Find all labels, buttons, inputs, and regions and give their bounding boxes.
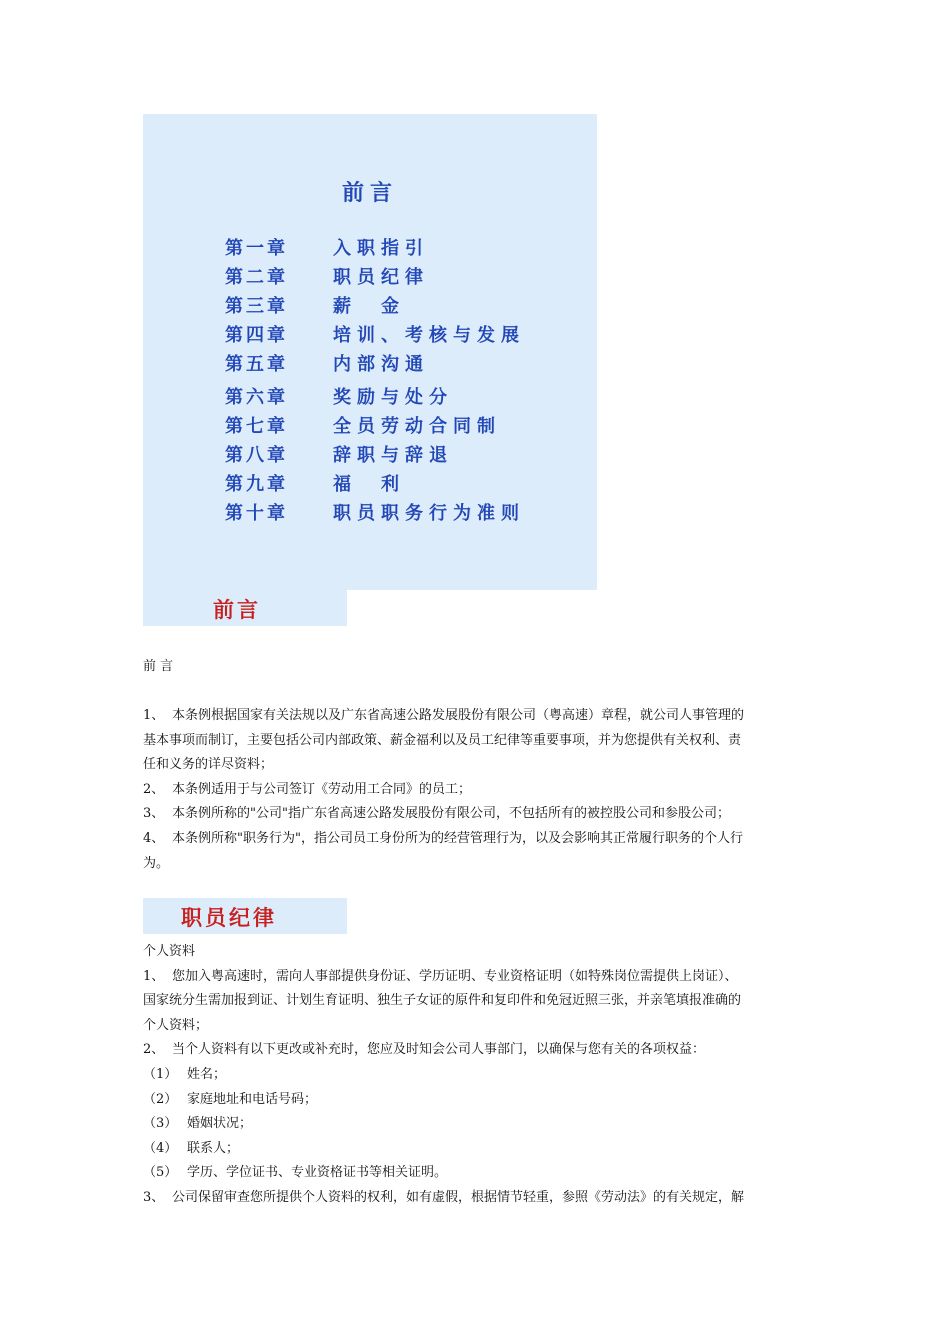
sub-item-text: 联系人；	[187, 1140, 240, 1156]
sub-item-text: 学历、学位证书、专业资格证书等相关证明。	[187, 1165, 448, 1181]
item-number: 1、	[143, 968, 165, 984]
toc-chapter: 第六章	[225, 386, 288, 408]
item-number: 3、	[143, 806, 165, 822]
toc-chapter: 第十章	[225, 502, 288, 524]
list-item	[143, 778, 808, 803]
toc-chapter-name: 奖励与处分	[333, 386, 453, 408]
sub-item-number: （4）	[143, 1140, 178, 1156]
toc-item	[225, 348, 525, 377]
discipline-banner-label: 职员纪律	[181, 906, 277, 930]
toc-chapter: 第二章	[225, 266, 288, 288]
toc-chapter: 第八章	[225, 444, 288, 466]
toc-chapter: 第五章	[225, 353, 288, 375]
sub-item-text: 家庭地址和电话号码；	[187, 1091, 318, 1107]
toc-item	[225, 261, 525, 290]
toc-chapter-name: 入职指引	[333, 237, 429, 259]
toc-chapter-name: 薪 金	[333, 295, 405, 317]
sub-item	[143, 1063, 808, 1088]
list-item-continued: 为。	[143, 855, 170, 871]
toc-chapter: 第一章	[225, 237, 288, 259]
toc-title: 前言	[341, 181, 398, 206]
preface-list	[143, 704, 808, 876]
preface-banner-label: 前言	[213, 598, 261, 622]
sub-item-number: （2）	[143, 1091, 178, 1107]
toc-chapter-name: 职员职务行为准则	[333, 502, 525, 524]
item-number: 3、	[143, 1189, 165, 1205]
item-number: 4、	[143, 830, 165, 846]
item-text: 公司保留审查您所提供个人资料的权利，如有虚假，根据情节轻重，参照《劳动法》的有关规定，解	[172, 1189, 745, 1205]
toc-item	[225, 232, 525, 261]
list-item	[143, 1038, 808, 1063]
table-of-contents-image	[143, 114, 597, 590]
item-number: 2、	[143, 1042, 165, 1058]
toc-item	[225, 497, 525, 526]
toc-chapter-name: 全员劳动合同制	[333, 415, 501, 437]
sub-item-number: （1）	[143, 1066, 178, 1082]
toc-chapter-name: 辞职与辞退	[333, 444, 453, 466]
sub-item	[143, 1137, 808, 1162]
list-item	[143, 965, 808, 990]
toc-item	[225, 381, 525, 410]
toc-item	[225, 410, 525, 439]
sub-item-text: 姓名；	[187, 1066, 227, 1082]
list-item-continued: 个人资料；	[143, 1017, 209, 1033]
list-item	[143, 704, 808, 729]
toc-chapter-name: 培训、考核与发展	[333, 324, 525, 346]
sub-item-text: 婚姻状况；	[187, 1116, 253, 1132]
item-text: 当个人资料有以下更改或补充时，您应及时知会公司人事部门，以确保与您有关的各项权益：	[172, 1042, 706, 1058]
list-item	[143, 1186, 808, 1211]
toc-chapter: 第九章	[225, 473, 288, 495]
section-heading: 前 言	[143, 659, 174, 674]
discipline-banner	[143, 898, 347, 934]
toc-chapter: 第四章	[225, 324, 288, 346]
list-item	[143, 802, 808, 827]
item-text: 您加入粤高速时，需向人事部提供身份证、学历证明、专业资格证明（如特殊岗位需提供上岗证）、	[172, 968, 738, 984]
sub-item	[143, 1112, 808, 1137]
preface-section	[143, 655, 808, 680]
list-item-continued: 基本事项而制订，主要包括公司内部政策、薪金福利以及员工纪律等重要事项，并为您提供有关权利、责	[143, 732, 742, 748]
list-item	[143, 827, 808, 852]
item-text: 本条例所称的"公司"指广东省高速公路发展股份有限公司，不包括所有的被控股公司和参股公司；	[172, 806, 730, 822]
discipline-section	[143, 940, 808, 1211]
toc-chapter-name: 职员纪律	[333, 266, 429, 288]
toc-list	[225, 232, 525, 526]
item-number: 2、	[143, 781, 165, 797]
preface-banner	[143, 590, 347, 626]
sub-item-number: （3）	[143, 1116, 178, 1132]
toc-chapter: 第三章	[225, 295, 288, 317]
sub-item	[143, 1161, 808, 1186]
item-text: 本条例适用于与公司签订《劳动用工合同》的员工；	[172, 781, 472, 797]
toc-item	[225, 439, 525, 468]
toc-chapter: 第七章	[225, 415, 288, 437]
toc-item	[225, 290, 525, 319]
sub-item-number: （5）	[143, 1165, 178, 1181]
list-item-continued: 任和义务的详尽资料；	[143, 757, 274, 773]
sub-item	[143, 1088, 808, 1113]
toc-item	[225, 319, 525, 348]
list-item-continued: 国家统分生需加报到证、计划生育证明、独生子女证的原件和复印件和免冠近照三张，并亲笔填报准确的	[143, 993, 742, 1009]
section-heading: 个人资料	[143, 944, 196, 959]
toc-chapter-name: 福 利	[333, 473, 405, 495]
toc-item	[225, 468, 525, 497]
item-number: 1、	[143, 708, 165, 723]
item-text: 本条例根据国家有关法规以及广东省高速公路发展股份有限公司（粤高速）章程，就公司人事管理的	[172, 708, 745, 723]
item-text: 本条例所称"职务行为"，指公司员工身份所为的经营管理行为，以及会影响其正常履行职务的个人行	[172, 830, 743, 846]
toc-chapter-name: 内部沟通	[333, 353, 429, 375]
